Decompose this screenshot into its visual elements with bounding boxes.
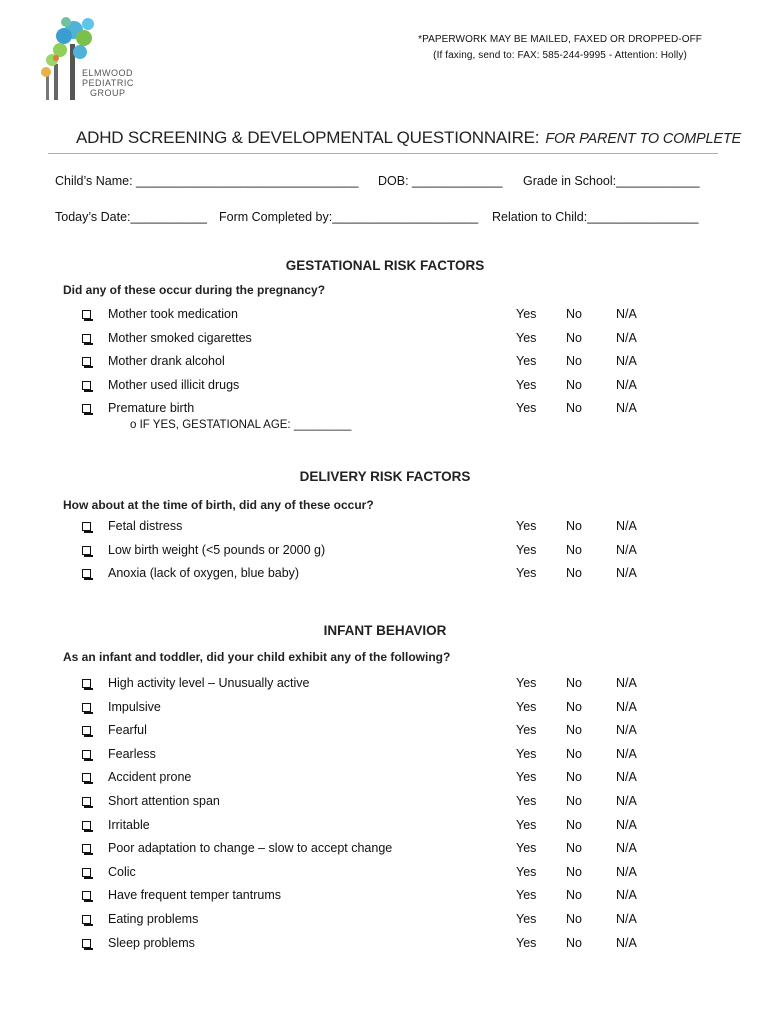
yes-option[interactable]: Yes	[516, 699, 537, 714]
gestational-item	[82, 307, 682, 327]
no-option[interactable]: No	[566, 841, 582, 856]
item-label: Mother took medication	[108, 307, 238, 321]
no-option[interactable]: No	[566, 723, 582, 738]
na-option[interactable]: N/A	[616, 912, 637, 926]
yes-option[interactable]: Yes	[516, 841, 537, 856]
item-label: Poor adaptation to change – slow to accept change	[108, 841, 393, 856]
dob-field[interactable]: DOB: _____________	[378, 174, 503, 188]
na-option[interactable]: N/A	[616, 841, 637, 856]
infant-item	[82, 747, 682, 767]
gestational-item	[82, 331, 682, 351]
na-option[interactable]: N/A	[616, 401, 637, 415]
checkbox[interactable]	[82, 546, 91, 555]
grade-field[interactable]: Grade in School:____________	[523, 174, 700, 188]
no-option[interactable]: No	[566, 542, 582, 557]
delivery-question: How about at the time of birth, did any of these occur?	[63, 498, 374, 512]
notice-line-1: *PAPERWORK MAY BE MAILED, FAXED OR DROPPED-OFF	[418, 34, 702, 45]
form-title-sub: FOR PARENT TO COMPLETE	[545, 131, 741, 147]
yes-option[interactable]: Yes	[516, 377, 537, 392]
infant-item	[82, 794, 682, 814]
na-option[interactable]: N/A	[616, 723, 637, 738]
yes-option[interactable]: Yes	[516, 864, 537, 879]
item-label: Anoxia (lack of oxygen, blue baby)	[108, 566, 300, 580]
checkbox[interactable]	[82, 773, 91, 782]
checkbox[interactable]	[82, 569, 91, 578]
delivery-item	[82, 566, 682, 586]
gestational-heading: GESTATIONAL RISK FACTORS	[285, 258, 485, 273]
infant-item	[82, 723, 682, 743]
checkbox[interactable]	[82, 915, 91, 924]
item-label: Impulsive	[108, 699, 161, 714]
na-option[interactable]: N/A	[616, 566, 637, 580]
item-label: High activity level – Unusually active	[108, 676, 310, 690]
delivery-heading: DELIVERY RISK FACTORS	[299, 469, 471, 484]
item-label: Mother drank alcohol	[108, 354, 225, 368]
checkbox[interactable]	[82, 891, 91, 900]
no-option[interactable]: No	[566, 676, 582, 690]
checkbox[interactable]	[82, 310, 91, 319]
infant-item	[82, 770, 682, 790]
form-title	[76, 128, 741, 148]
yes-option[interactable]: Yes	[516, 676, 537, 690]
delivery-item	[82, 519, 682, 539]
gestational-question: Did any of these occur during the pregnancy?	[63, 283, 326, 297]
item-label: Short attention span	[108, 794, 220, 808]
item-label: Sleep problems	[108, 935, 195, 950]
no-option[interactable]: No	[566, 401, 582, 415]
checkbox[interactable]	[82, 679, 91, 688]
completed-by-field[interactable]: Form Completed by:_____________________	[219, 210, 479, 224]
yes-option[interactable]: Yes	[516, 330, 537, 345]
no-option[interactable]: No	[566, 935, 582, 950]
checkbox[interactable]	[82, 939, 91, 948]
no-option[interactable]: No	[566, 794, 582, 808]
na-option[interactable]: N/A	[616, 746, 637, 761]
infant-question: As an infant and toddler, did your child exhibit any of the following?	[63, 650, 451, 664]
no-option[interactable]: No	[566, 746, 582, 761]
na-option[interactable]: N/A	[616, 542, 637, 557]
yes-option[interactable]: Yes	[516, 354, 537, 368]
practice-logo	[32, 14, 142, 102]
relation-field[interactable]: Relation to Child:________________	[492, 210, 699, 224]
infant-item	[82, 841, 682, 861]
yes-option[interactable]: Yes	[516, 542, 537, 557]
checkbox[interactable]	[82, 522, 91, 531]
notice-line-2: (If faxing, send to: FAX: 585-244-9995 - Attention: Holly)	[433, 50, 687, 61]
yes-option[interactable]: Yes	[516, 912, 537, 926]
na-option[interactable]: N/A	[616, 354, 637, 368]
yes-option[interactable]: Yes	[516, 566, 537, 580]
checkbox[interactable]	[82, 844, 91, 853]
child-name-field[interactable]: Child’s Name: ________________________________	[55, 174, 359, 188]
infant-item	[82, 888, 682, 908]
item-label: Mother used illicit drugs	[108, 377, 240, 392]
submission-notice	[418, 32, 702, 64]
item-label: Fearless	[108, 746, 156, 761]
title-divider	[48, 153, 718, 154]
yes-option[interactable]: Yes	[516, 401, 537, 415]
no-option[interactable]: No	[566, 354, 582, 368]
gestational-item	[82, 378, 682, 398]
item-label: Accident prone	[108, 770, 192, 785]
item-label: Fetal distress	[108, 519, 183, 533]
na-option[interactable]: N/A	[616, 794, 637, 808]
gestational-item	[82, 401, 682, 421]
infant-item	[82, 912, 682, 932]
na-option[interactable]: N/A	[616, 377, 637, 392]
no-option[interactable]: No	[566, 307, 582, 321]
svg-text:GROUP: GROUP	[90, 88, 126, 98]
checkbox[interactable]	[82, 334, 91, 343]
yes-option[interactable]: Yes	[516, 723, 537, 738]
no-option[interactable]: No	[566, 864, 582, 879]
yes-option[interactable]: Yes	[516, 746, 537, 761]
yes-option[interactable]: Yes	[516, 519, 537, 533]
na-option[interactable]: N/A	[616, 935, 637, 950]
no-option[interactable]: No	[566, 888, 582, 903]
na-option[interactable]: N/A	[616, 519, 637, 533]
na-option[interactable]: N/A	[616, 330, 637, 345]
item-label: Low birth weight (<5 pounds or 2000 g)	[108, 542, 326, 557]
na-option[interactable]: N/A	[616, 307, 637, 321]
item-label: Have frequent temper tantrums	[108, 888, 281, 903]
infant-item	[82, 700, 682, 720]
no-option[interactable]: No	[566, 699, 582, 714]
item-label: Irritable	[108, 817, 150, 832]
checkbox[interactable]	[82, 868, 91, 877]
delivery-item	[82, 543, 682, 563]
na-option[interactable]: N/A	[616, 888, 637, 903]
infant-item	[82, 676, 682, 696]
yes-option[interactable]: Yes	[516, 307, 537, 321]
checkbox[interactable]	[82, 381, 91, 390]
gestational-item	[82, 354, 682, 374]
item-label: Mother smoked cigarettes	[108, 330, 252, 345]
checkbox[interactable]	[82, 703, 91, 712]
na-option[interactable]: N/A	[616, 770, 637, 785]
checkbox[interactable]	[82, 404, 91, 413]
svg-text:ELMWOOD: ELMWOOD	[82, 68, 134, 78]
na-option[interactable]: N/A	[616, 699, 637, 714]
item-label: Eating problems	[108, 912, 199, 926]
infant-item	[82, 865, 682, 885]
no-option[interactable]: No	[566, 912, 582, 926]
checkbox[interactable]	[82, 357, 91, 366]
infant-item	[82, 818, 682, 838]
tree-logo-icon	[32, 14, 142, 102]
checkbox[interactable]	[82, 821, 91, 830]
yes-option[interactable]: Yes	[516, 770, 537, 785]
no-option[interactable]: No	[566, 330, 582, 345]
checkbox[interactable]	[82, 797, 91, 806]
na-option[interactable]: N/A	[616, 676, 637, 690]
yes-option[interactable]: Yes	[516, 935, 537, 950]
infant-item	[82, 936, 682, 956]
yes-option[interactable]: Yes	[516, 888, 537, 903]
item-label: Fearful	[108, 723, 147, 738]
svg-text:PEDIATRIC: PEDIATRIC	[82, 78, 134, 88]
yes-option[interactable]: Yes	[516, 794, 537, 808]
todays-date-field[interactable]: Today’s Date:___________	[55, 210, 207, 224]
gestational-age-subfield[interactable]: o IF YES, GESTATIONAL AGE: _________	[130, 419, 352, 431]
infant-heading: INFANT BEHAVIOR	[323, 623, 447, 638]
checkbox[interactable]	[82, 726, 91, 735]
checkbox[interactable]	[82, 750, 91, 759]
na-option[interactable]: N/A	[616, 817, 637, 832]
yes-option[interactable]: Yes	[516, 817, 537, 832]
no-option[interactable]: No	[566, 377, 582, 392]
item-label: Premature birth	[108, 401, 195, 415]
form-title-main: ADHD SCREENING & DEVELOPMENTAL QUESTIONNAIRE:	[76, 128, 540, 147]
no-option[interactable]: No	[566, 519, 582, 533]
na-option[interactable]: N/A	[616, 864, 637, 879]
item-label: Colic	[108, 864, 136, 879]
no-option[interactable]: No	[566, 817, 582, 832]
no-option[interactable]: No	[566, 770, 582, 785]
no-option[interactable]: No	[566, 566, 582, 580]
